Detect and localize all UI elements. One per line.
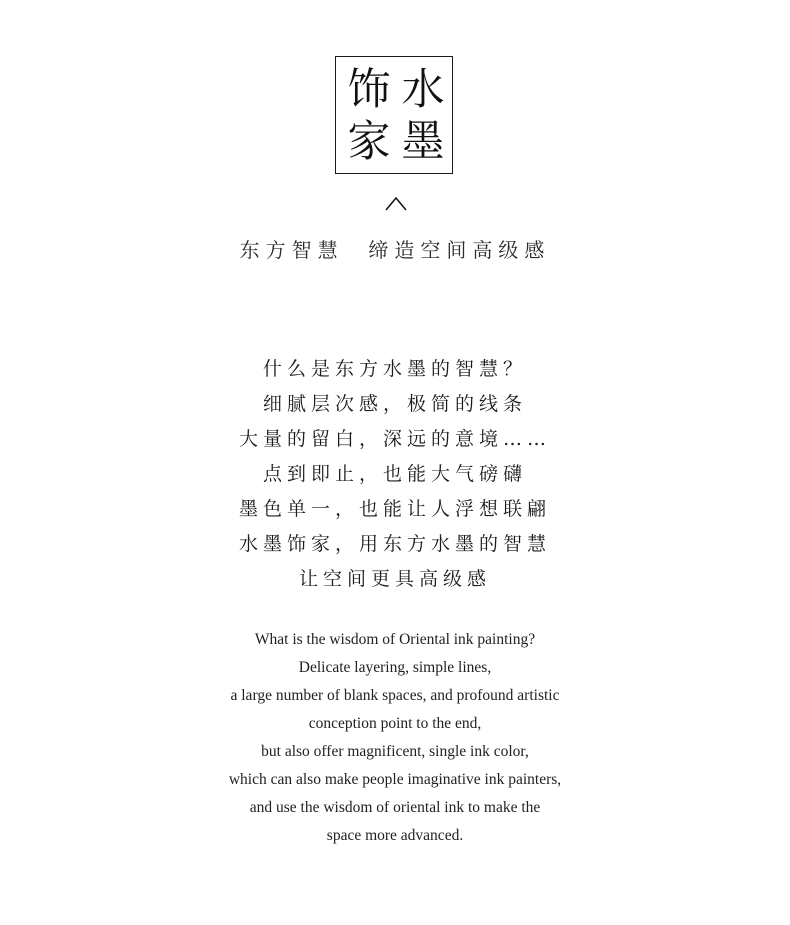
- chinese-line: 点到即止，也能大气磅礴: [262, 463, 527, 485]
- logo-char: 饰: [347, 65, 391, 115]
- chinese-line: 墨色单一，也能让人浮想联翩: [238, 498, 551, 520]
- chinese-line: 水墨饰家，用东方水墨的智慧: [238, 533, 551, 555]
- english-line: a large number of blank spaces, and profound artistic: [230, 687, 560, 704]
- english-paragraph: [0, 626, 790, 850]
- chinese-line: 什么是东方水墨的智慧？: [262, 358, 527, 380]
- english-line: conception point to the end,: [308, 715, 482, 732]
- logo: [335, 56, 453, 174]
- logo-char: 墨: [401, 117, 445, 167]
- chinese-line: 细腻层次感，极简的线条: [262, 393, 527, 415]
- english-line: Delicate layering, simple lines,: [298, 659, 492, 676]
- english-line: but also offer magnificent, single ink color,: [261, 743, 529, 760]
- english-line: What is the wisdom of Oriental ink painting?: [254, 631, 536, 648]
- english-line: space more advanced.: [326, 827, 464, 844]
- chinese-line: 大量的留白，深远的意境……: [238, 428, 551, 450]
- english-line: which can also make people imaginative ink painters,: [228, 771, 562, 788]
- chinese-paragraph: [0, 352, 790, 597]
- caret-up-icon: [384, 194, 408, 212]
- logo-char: 家: [347, 117, 391, 167]
- english-line: and use the wisdom of oriental ink to make the: [249, 799, 541, 816]
- chinese-line: 让空间更具高级感: [298, 568, 491, 590]
- logo-char: 水: [401, 65, 445, 115]
- tagline: 东方智慧 缔造空间高级感: [239, 238, 551, 262]
